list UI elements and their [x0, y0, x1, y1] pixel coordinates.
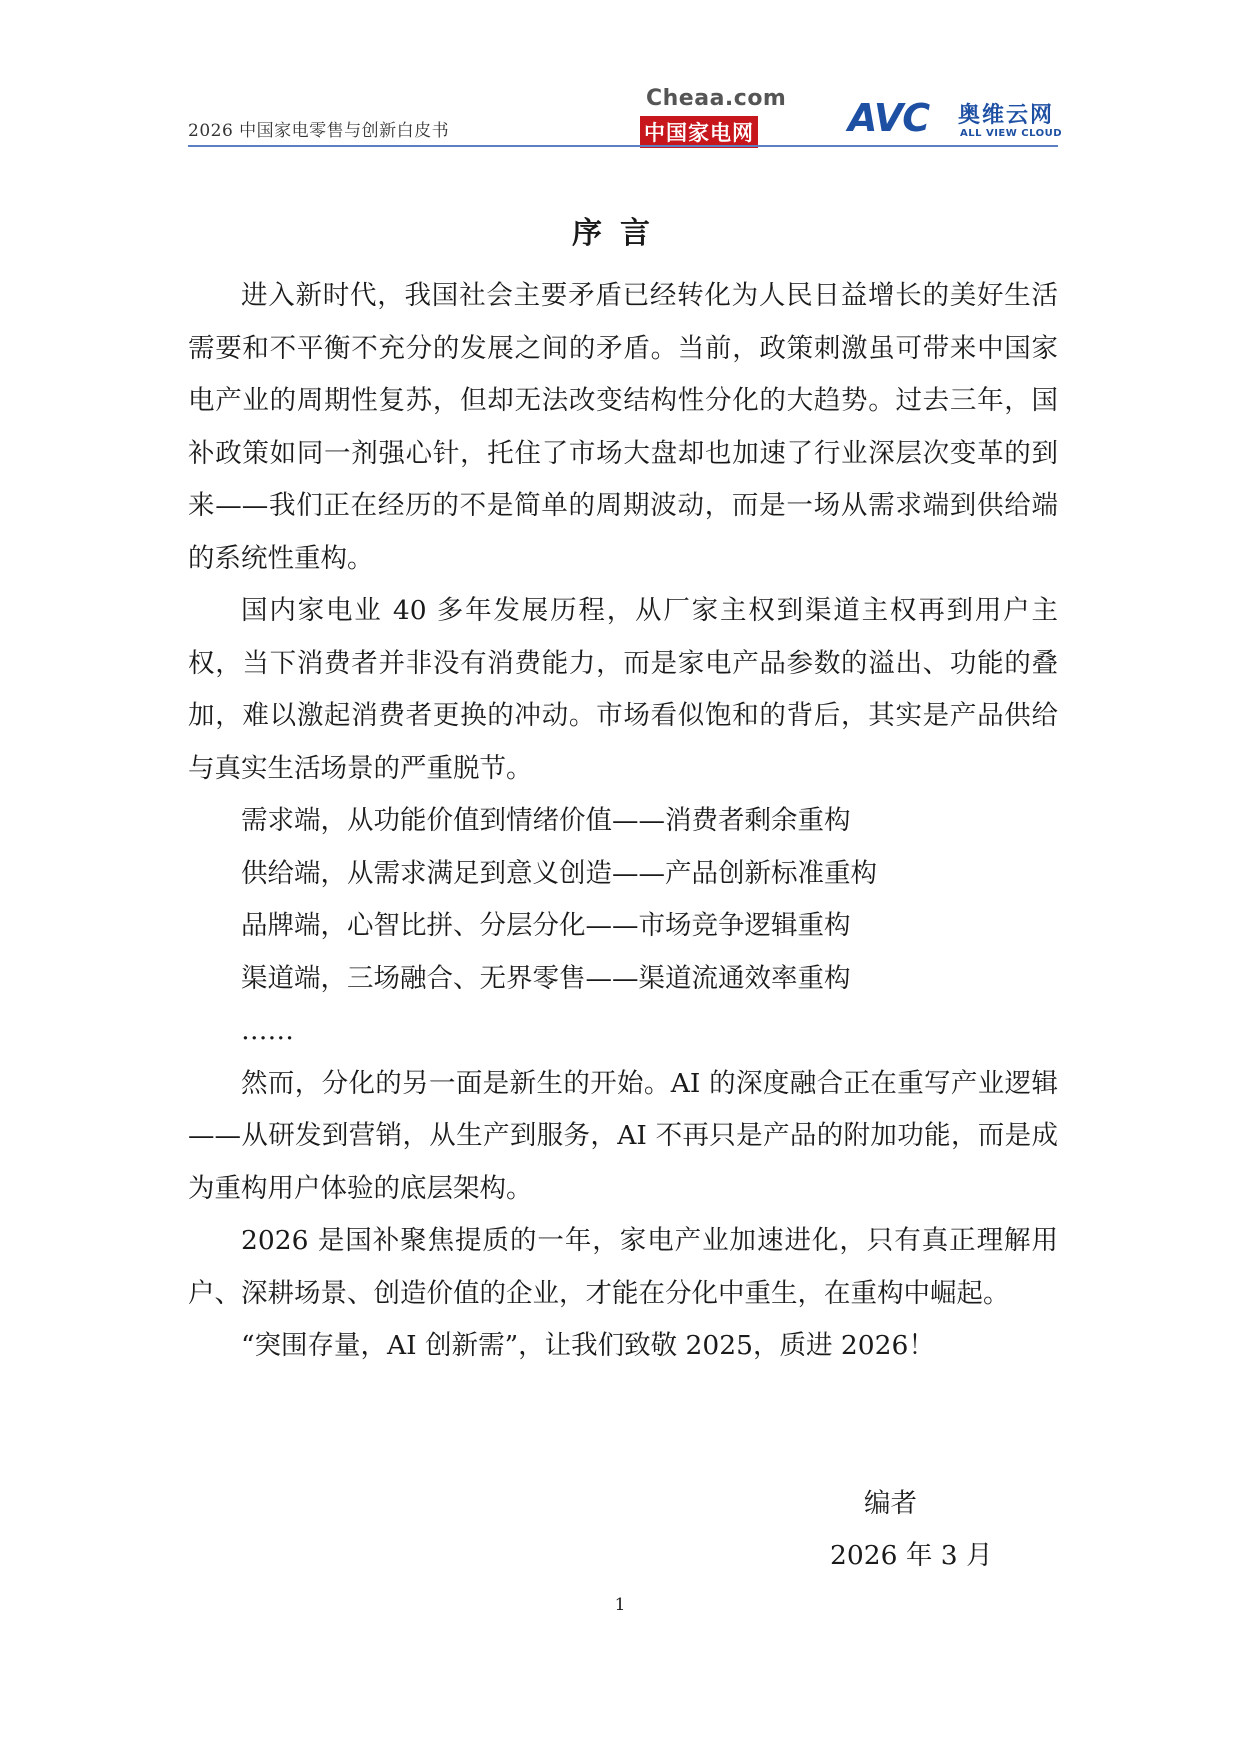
avc-logo-mark: AVC: [848, 96, 930, 140]
cheaa-logo-cn: 中国家电网: [640, 116, 758, 148]
header-divider: [188, 145, 1058, 147]
avc-logo-cn: 奥维云网: [958, 103, 1055, 128]
page-number: 1: [614, 1595, 626, 1615]
paragraph: 国内家电业 40 多年发展历程，从厂家主权到渠道主权再到用户主权，当下消费者并非没有消费能力，而是家电产品参数的溢出、功能的叠加，难以激起消费者更换的冲动。市场看似饱和的背后，其实是产品供给与真实生活场景的严重脱节。: [188, 595, 1058, 784]
signature-date: 2026 年 3 月: [830, 1540, 993, 1571]
paragraph: “突围存量，AI 创新需”，让我们致敬 2025，质进 2026！: [241, 1330, 935, 1361]
cheaa-logo-en: Cheaa.com: [646, 86, 787, 111]
preface-body: [188, 270, 1058, 1373]
paragraph: 进入新时代，我国社会主要矛盾已经转化为人民日益增长的美好生活需要和不平衡不充分的发展之间的矛盾。当前，政策刺激虽可带来中国家电产业的周期性复苏，但却无法改变结构性分化的大趋势。过去三年，国补政策如同一剂强心针，托住了市场大盘却也加速了行业深层次变革的到来——我们正在经历的不是简单的周期波动，而是一场从需求端到供给端的系统性重构。: [188, 280, 1058, 574]
cheaa-logo: [636, 86, 836, 146]
signature-block: [830, 1478, 993, 1582]
paragraph: 2026 是国补聚焦提质的一年，家电产业加速进化，只有真正理解用户、深耕场景、创造价值的企业，才能在分化中重生，在重构中崛起。: [188, 1225, 1058, 1309]
document-title: 2026 中国家电零售与创新白皮书: [188, 121, 450, 141]
list-item: 渠道端，三场融合、无界零售——渠道流通效率重构: [241, 962, 851, 994]
page-header: [188, 86, 1063, 148]
list-item: 需求端，从功能价值到情绪价值——消费者剩余重构: [241, 805, 851, 836]
page-title: 序言: [572, 216, 668, 251]
avc-logo-en: ALL VIEW CLOUD: [960, 128, 1063, 139]
paragraph: 然而，分化的另一面是新生的开始。AI 的深度融合正在重写产业逻辑——从研发到营销，从生产到服务，AI 不再只是产品的附加功能，而是成为重构用户体验的底层架构。: [188, 1067, 1058, 1204]
list-item: 品牌端，心智比拼、分层分化——市场竞争逻辑重构: [241, 910, 851, 941]
ellipsis: ……: [241, 1015, 294, 1046]
list-item: 供给端，从需求满足到意义创造——产品创新标准重构: [241, 857, 877, 889]
editor-label: 编者: [864, 1488, 917, 1519]
avc-logo: [848, 96, 1068, 148]
